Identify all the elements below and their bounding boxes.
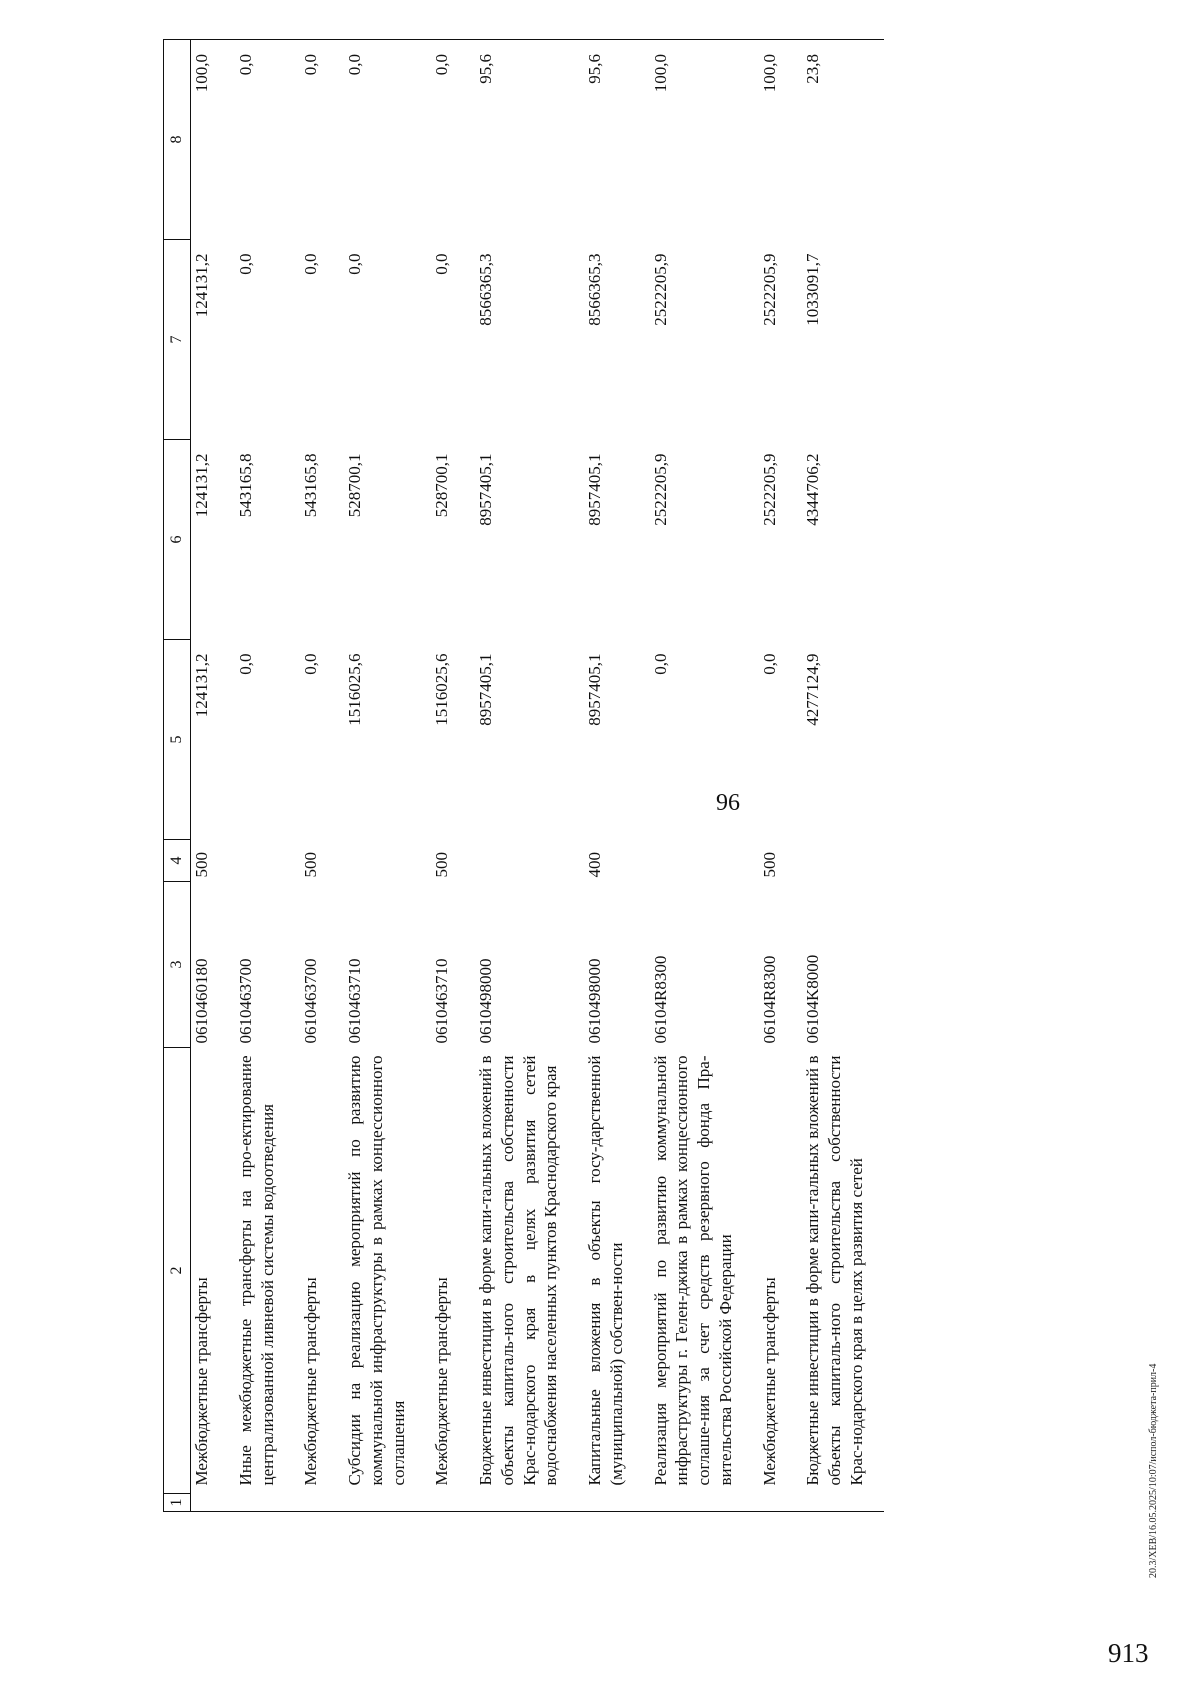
table-header-row xyxy=(164,40,191,1512)
value-cell: 0,0 xyxy=(235,653,255,675)
value-cell: 0,0 xyxy=(301,653,321,675)
table-row xyxy=(796,40,883,1512)
page-number: 96 xyxy=(716,790,740,816)
column-header: 1 xyxy=(164,1494,191,1512)
value-cell: 4277124,9 xyxy=(803,653,823,726)
column-header: 2 xyxy=(164,1048,191,1494)
sheet-number: 913 xyxy=(1108,1638,1149,1668)
item-code-cell: 0610463710 xyxy=(345,958,364,1044)
value-cell: 2522205,9 xyxy=(650,453,670,526)
value-cell: 0,0 xyxy=(650,653,670,675)
value-cell: 0,0 xyxy=(759,653,779,675)
value-cell: 528700,1 xyxy=(345,453,364,518)
budget-table xyxy=(163,39,884,1512)
column-header: 3 xyxy=(164,882,191,1048)
value-cell: 8957405,1 xyxy=(585,653,604,726)
item-code-cell: 06104K8000 xyxy=(803,954,823,1044)
value-cell: 1516025,6 xyxy=(432,653,452,726)
value-cell: 8566365,3 xyxy=(585,253,604,326)
row-number-cell xyxy=(753,1494,797,1512)
row-number-cell xyxy=(578,1494,644,1512)
value-cell: 124131,2 xyxy=(192,253,211,318)
value-cell: 543165,8 xyxy=(235,453,255,518)
percent-cell: 95,6 xyxy=(469,40,578,240)
item-code-cell: 06104R8300 xyxy=(759,955,779,1044)
value-cell: 4344706,2 xyxy=(803,453,823,526)
value-cell: 2522205,9 xyxy=(759,453,779,526)
item-code-cell: 0610463710 xyxy=(432,958,452,1044)
column-header: 8 xyxy=(164,40,191,240)
item-code-cell: 0610463700 xyxy=(235,958,255,1044)
column-header: 5 xyxy=(164,640,191,840)
value-cell: 124131,2 xyxy=(192,653,211,718)
row-number-cell xyxy=(469,1494,578,1512)
item-code-cell: 0610498000 xyxy=(476,958,495,1044)
value-cell: 0,0 xyxy=(235,253,255,275)
item-code-cell: 0610460180 xyxy=(192,958,211,1044)
item-name-cell: Межбюджетные трансферты xyxy=(759,1277,779,1486)
expense-type-cell: 500 xyxy=(759,852,779,878)
value-cell: 0,0 xyxy=(345,253,364,275)
item-code-cell: 06104R8300 xyxy=(650,955,670,1044)
value-cell: 8957405,1 xyxy=(476,653,495,726)
percent-cell: 23,8 xyxy=(796,40,883,240)
table-row xyxy=(294,40,338,1512)
row-number-cell xyxy=(644,1494,753,1512)
percent-cell: 0,0 xyxy=(294,40,338,240)
row-number-cell xyxy=(191,1494,229,1512)
column-header: 6 xyxy=(164,440,191,640)
percent-cell: 0,0 xyxy=(229,40,295,240)
value-cell: 2522205,9 xyxy=(650,253,670,326)
row-number-cell xyxy=(229,1494,295,1512)
value-cell: 528700,1 xyxy=(432,453,452,518)
percent-cell: 0,0 xyxy=(425,40,469,240)
value-cell: 0,0 xyxy=(432,253,452,275)
item-name-cell: Субсидии на реализацию мероприятий по развитию коммунальной инфраструктуры в рамках концессионного соглашения xyxy=(345,1055,408,1486)
document-stamp: 20.3/ХЕВ/16.05.2025/10:07/испол-бюджета-прил-4 xyxy=(1148,1363,1159,1578)
table-row xyxy=(229,40,295,1512)
table-row xyxy=(578,40,644,1512)
table-row xyxy=(753,40,797,1512)
table-row xyxy=(644,40,753,1512)
expense-type-cell: 500 xyxy=(432,852,452,878)
item-code-cell: 0610498000 xyxy=(585,958,604,1044)
value-cell: 8957405,1 xyxy=(585,453,604,526)
budget-table-container xyxy=(163,40,1200,1512)
value-cell: 124131,2 xyxy=(192,453,211,518)
table-row xyxy=(469,40,578,1512)
percent-cell: 0,0 xyxy=(338,40,425,240)
row-number-cell xyxy=(796,1494,883,1512)
expense-type-cell xyxy=(338,840,425,882)
value-cell: 543165,8 xyxy=(301,453,321,518)
value-cell: 2522205,9 xyxy=(759,253,779,326)
percent-cell: 95,6 xyxy=(578,40,644,240)
expense-type-cell xyxy=(469,840,578,882)
item-name-cell: Межбюджетные трансферты xyxy=(192,1277,211,1486)
value-cell: 8566365,3 xyxy=(476,253,495,326)
item-name-cell: Межбюджетные трансферты xyxy=(301,1277,321,1486)
item-name-cell: Бюджетные инвестиции в форме капи-тальных вложений в объекты капиталь-ного строительства собственности Крас-нодарского края в целях развития сетей xyxy=(803,1055,866,1486)
item-code-cell: 0610463700 xyxy=(301,958,321,1044)
table-row xyxy=(191,40,229,1512)
percent-cell: 100,0 xyxy=(191,40,229,240)
row-number-cell xyxy=(294,1494,338,1512)
item-name-cell: Реализация мероприятий по развитию коммунальной инфраструктуры г. Гелен-джика в рамках концессионного соглаше-ния за счет средств резервного фонда Пра-вительства Российской Федерации xyxy=(650,1055,735,1486)
row-number-cell xyxy=(338,1494,425,1512)
table-row xyxy=(425,40,469,1512)
value-cell: 1033091,7 xyxy=(803,253,823,326)
value-cell: 0,0 xyxy=(301,253,321,275)
item-name-cell: Капитальные вложения в объекты госу-дарственной (муниципальной) собствен-ности xyxy=(585,1055,626,1486)
expense-type-cell xyxy=(796,840,883,882)
expense-type-cell xyxy=(644,840,753,882)
column-header: 7 xyxy=(164,240,191,440)
value-cell: 1516025,6 xyxy=(345,653,364,726)
expense-type-cell: 500 xyxy=(301,852,321,878)
expense-type-cell: 500 xyxy=(192,852,211,878)
value-cell: 8957405,1 xyxy=(476,453,495,526)
expense-type-cell: 400 xyxy=(585,852,604,878)
item-name-cell: Бюджетные инвестиции в форме капи-тальных вложений в объекты капиталь-ного строительства собственности Крас-нодарского края в целях развития сетей водоснабжения населенных пунктов Краснодарского края xyxy=(476,1055,561,1486)
item-name-cell: Межбюджетные трансферты xyxy=(432,1277,452,1486)
percent-cell: 100,0 xyxy=(644,40,753,240)
table-row xyxy=(338,40,425,1512)
column-header: 4 xyxy=(164,840,191,882)
percent-cell: 100,0 xyxy=(753,40,797,240)
expense-type-cell xyxy=(229,840,295,882)
row-number-cell xyxy=(425,1494,469,1512)
item-name-cell: Иные межбюджетные трансферты на про-ектирование централизованной ливневой системы водоотведения xyxy=(235,1055,277,1486)
